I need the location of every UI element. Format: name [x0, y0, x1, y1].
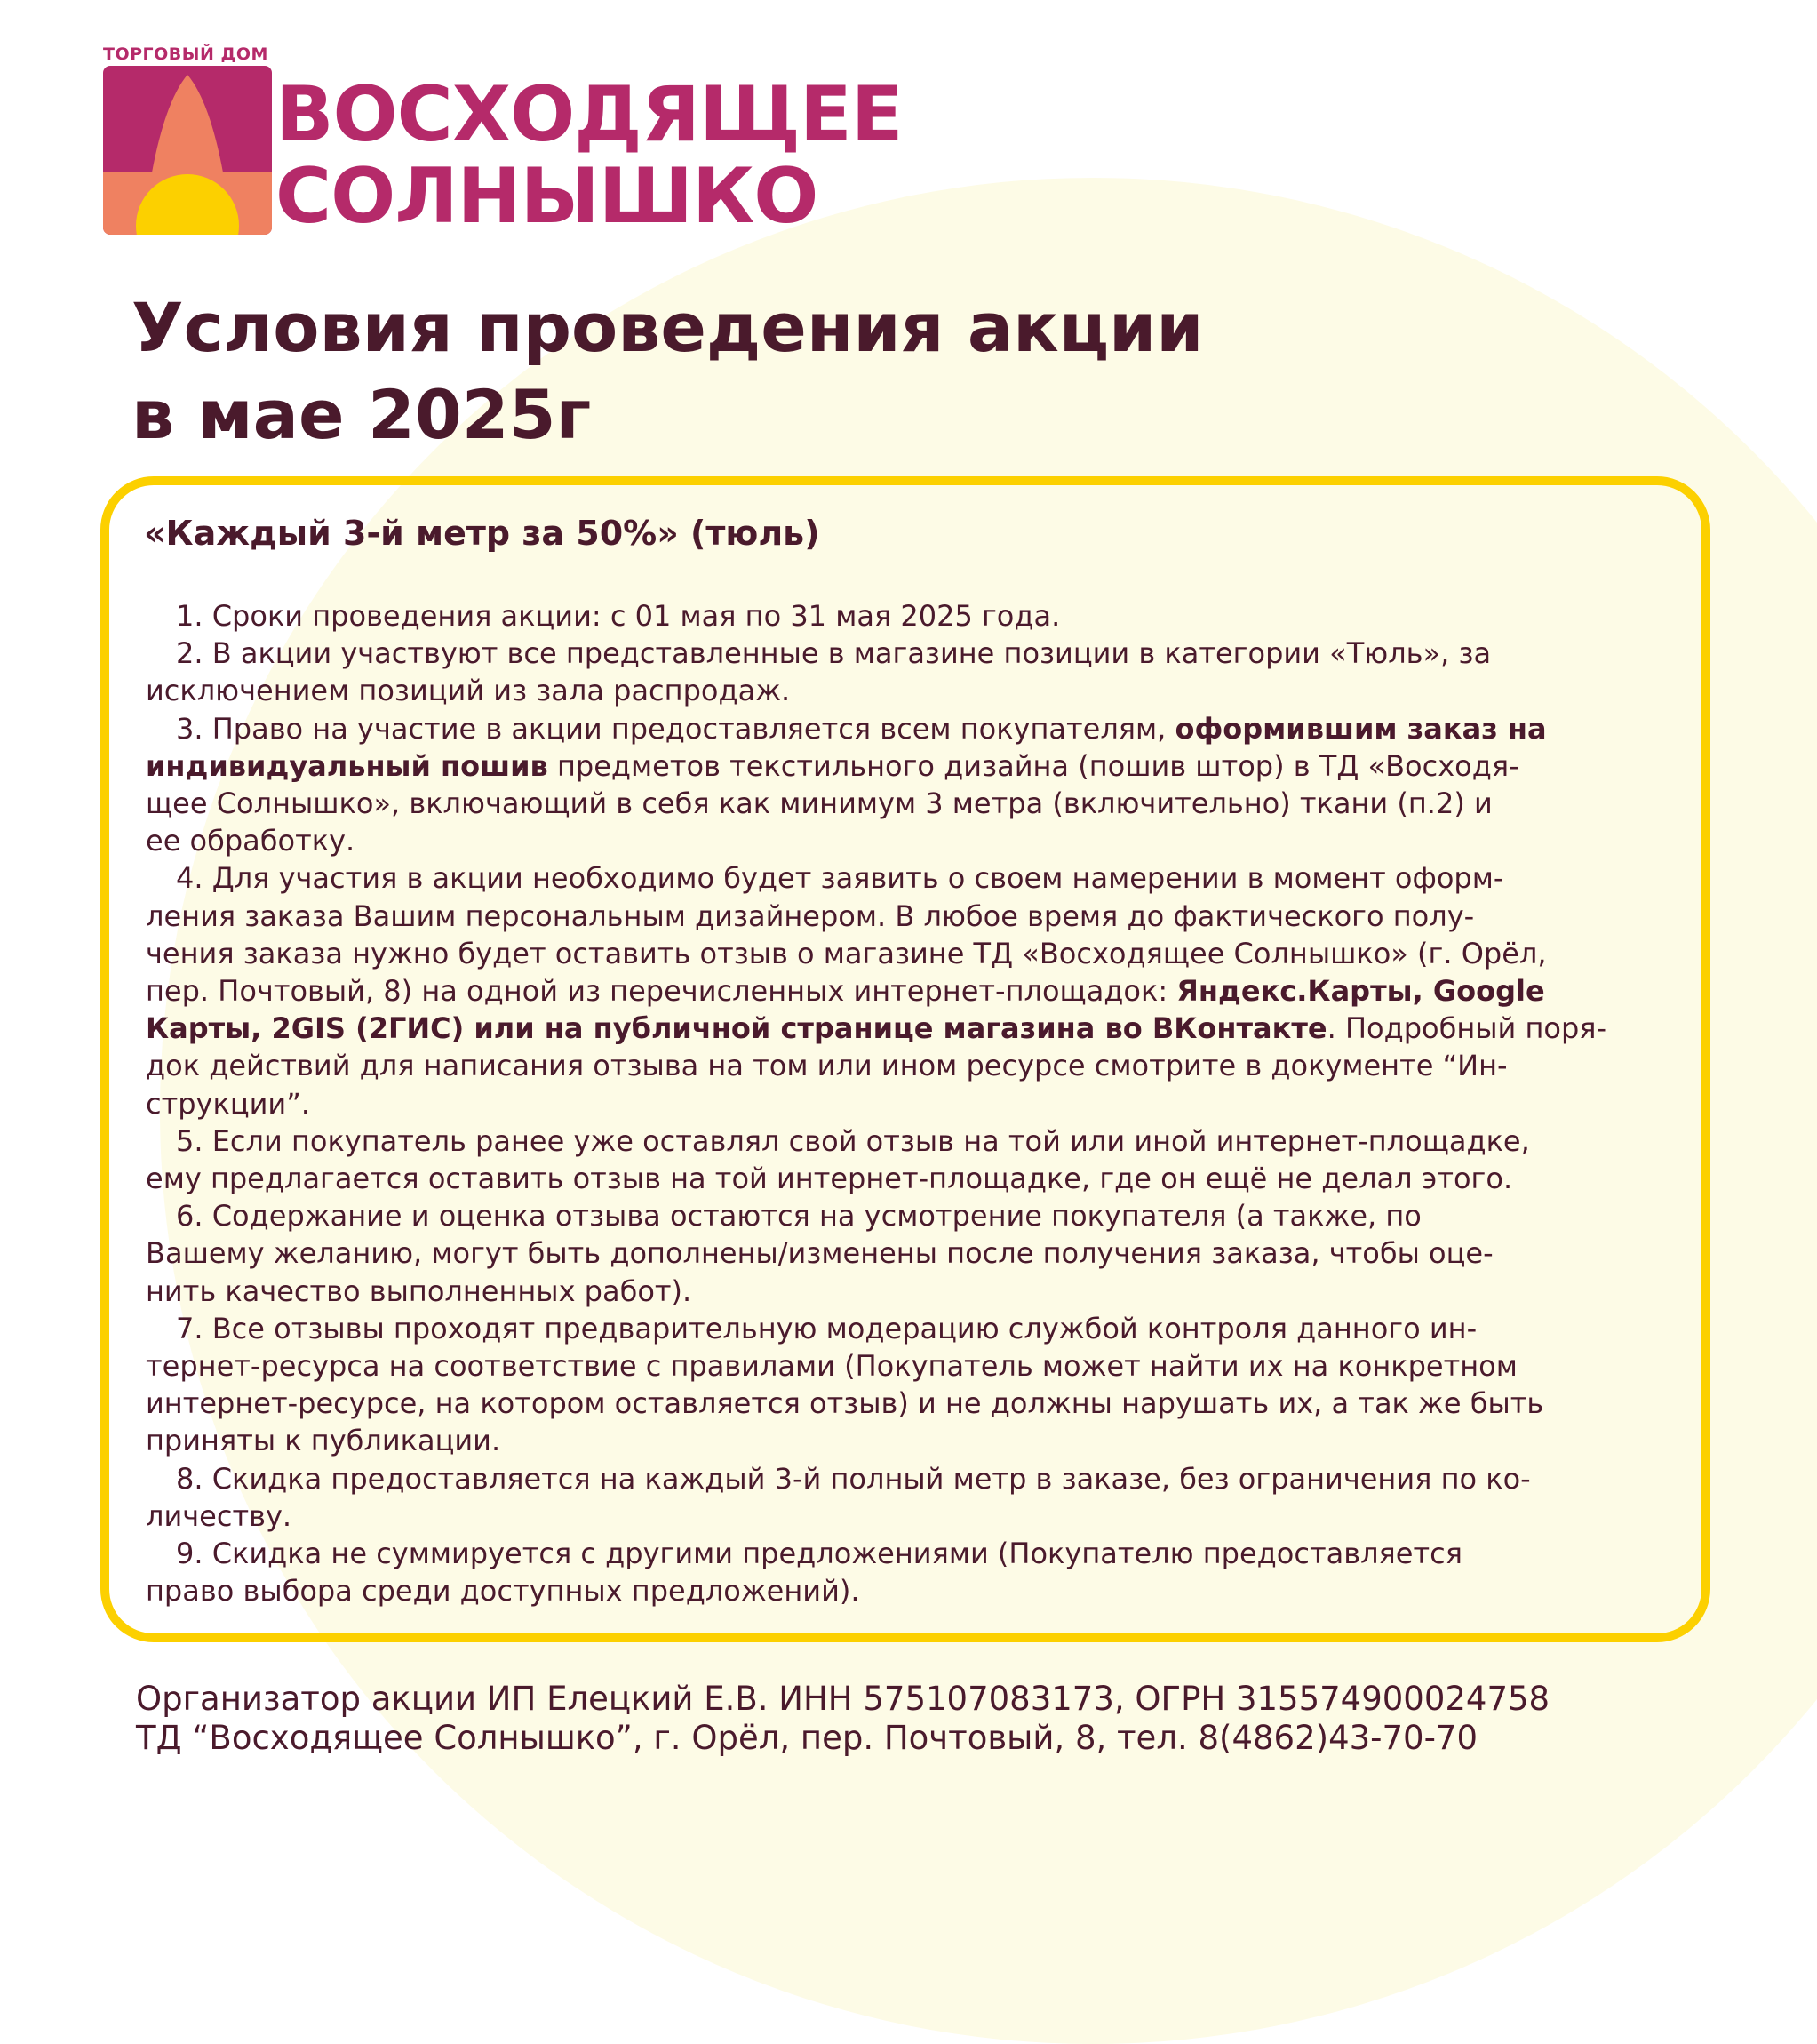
term-line [146, 710, 1674, 747]
term-line: 5. Если покупатель ранее уже оставлял свой отзыв на той или иной интернет-площадке, [176, 1123, 1530, 1158]
term-line [146, 747, 1674, 785]
term-line: чения заказа нужно будет оставить отзыв о магазине ТД «Восходящее Солнышко» (г. Орёл, [146, 936, 1547, 970]
term-line: личеству. [146, 1498, 292, 1533]
term-line: струкции”. [146, 1086, 310, 1121]
term-line: 2. В акции участвуют все представленные в магазине позиции в категории «Тюль», за [176, 636, 1492, 671]
term-line [146, 972, 1674, 1010]
term-bold: Яндекс.Карты, Google [1176, 974, 1545, 1009]
page-title-line-1: Условия проведения акции [131, 288, 1204, 367]
term-line: док действий для написания отзыва на том или ином ресурсе смотрите в документе “Ин- [146, 1049, 1508, 1083]
logo-word-2: СОЛНЫШКО [275, 152, 818, 241]
terms-list [146, 597, 1674, 1609]
term-line: право выбора среди доступных предложений). [146, 1574, 860, 1609]
logo-subtitle: ТОРГОВЫЙ ДОМ [103, 44, 268, 64]
term-line: тернет-ресурса на соответствие с правилами (Покупатель может найти их на конкретном [146, 1349, 1518, 1384]
term-line: интернет-ресурсе, на котором оставляется отзыв) и не должны нарушать их, а так же быть [146, 1386, 1544, 1421]
term-bold: Карты, 2GIS (2ГИС) или на публичной странице магазина во ВКонтакте [146, 1011, 1327, 1046]
footer-organizer: Организатор акции ИП Елецкий Е.В. ИНН 575107083173, ОГРН 315574900024758 [136, 1680, 1550, 1718]
term-line: нить качество выполненных работ). [146, 1274, 692, 1308]
term-text: . Подробный поря- [1327, 1011, 1607, 1046]
footer [136, 1680, 1789, 1758]
term-line: 6. Содержание и оценка отзыва остаются на усмотрение покупателя (а также, по [176, 1199, 1422, 1234]
logo [103, 44, 903, 241]
page-title-line-2: в мае 2025г [131, 375, 592, 454]
term-line: 4. Для участия в акции необходимо будет заявить о своем намерении в момент оформ- [176, 861, 1504, 896]
term-line: приняты к публикации. [146, 1424, 501, 1458]
term-bold: оформившим заказ на [1175, 711, 1547, 746]
term-line: ее обработку. [146, 824, 355, 858]
logo-word-1: ВОСХОДЯЩЕЕ [275, 70, 903, 159]
promo-title: «Каждый 3-й метр за 50%» (тюль) [144, 514, 820, 553]
term-line: 9. Скидка не суммируется с другими предложениями (Покупателю предоставляется [176, 1537, 1462, 1571]
term-line: 1. Сроки проведения акции: с 01 мая по 31 мая 2025 года. [176, 599, 1061, 633]
term-line: исключением позиций из зала распродаж. [146, 674, 791, 708]
term-text: 3. Право на участие в акции предоставляется всем покупателям, [176, 711, 1175, 746]
term-line: щее Солнышко», включающий в себя как минимум 3 метра (включительно) ткани (п.2) и [146, 786, 1493, 821]
term-text: предметов текстильного дизайна (пошив штор) в ТД «Восходя- [547, 748, 1519, 783]
term-line: 7. Все отзывы проходят предварительную модерацию службой контроля данного ин- [176, 1311, 1478, 1345]
term-line: Вашему желанию, могут быть дополнены/изменены после получения заказа, чтобы оце- [146, 1236, 1494, 1271]
term-line: ему предлагается оставить отзыв на той интернет-площадке, где он ещё не делал этого. [146, 1162, 1513, 1196]
footer-address: ТД “Восходящее Солнышко”, г. Орёл, пер. Почтовый, 8, тел. 8(4862)43-70-70 [136, 1719, 1478, 1757]
page-title [131, 284, 1731, 459]
term-line: ления заказа Вашим персональным дизайнером. В любое время до фактического полу- [146, 898, 1475, 933]
term-line: 8. Скидка предоставляется на каждый 3-й полный метр в заказе, без ограничения по ко- [176, 1461, 1531, 1496]
term-bold: индивидуальный пошив [146, 748, 548, 783]
sun-logo-icon [103, 66, 272, 235]
term-line [146, 1010, 1674, 1047]
term-text: пер. Почтовый, 8) на одной из перечисленных интернет-площадок: [146, 974, 1177, 1009]
